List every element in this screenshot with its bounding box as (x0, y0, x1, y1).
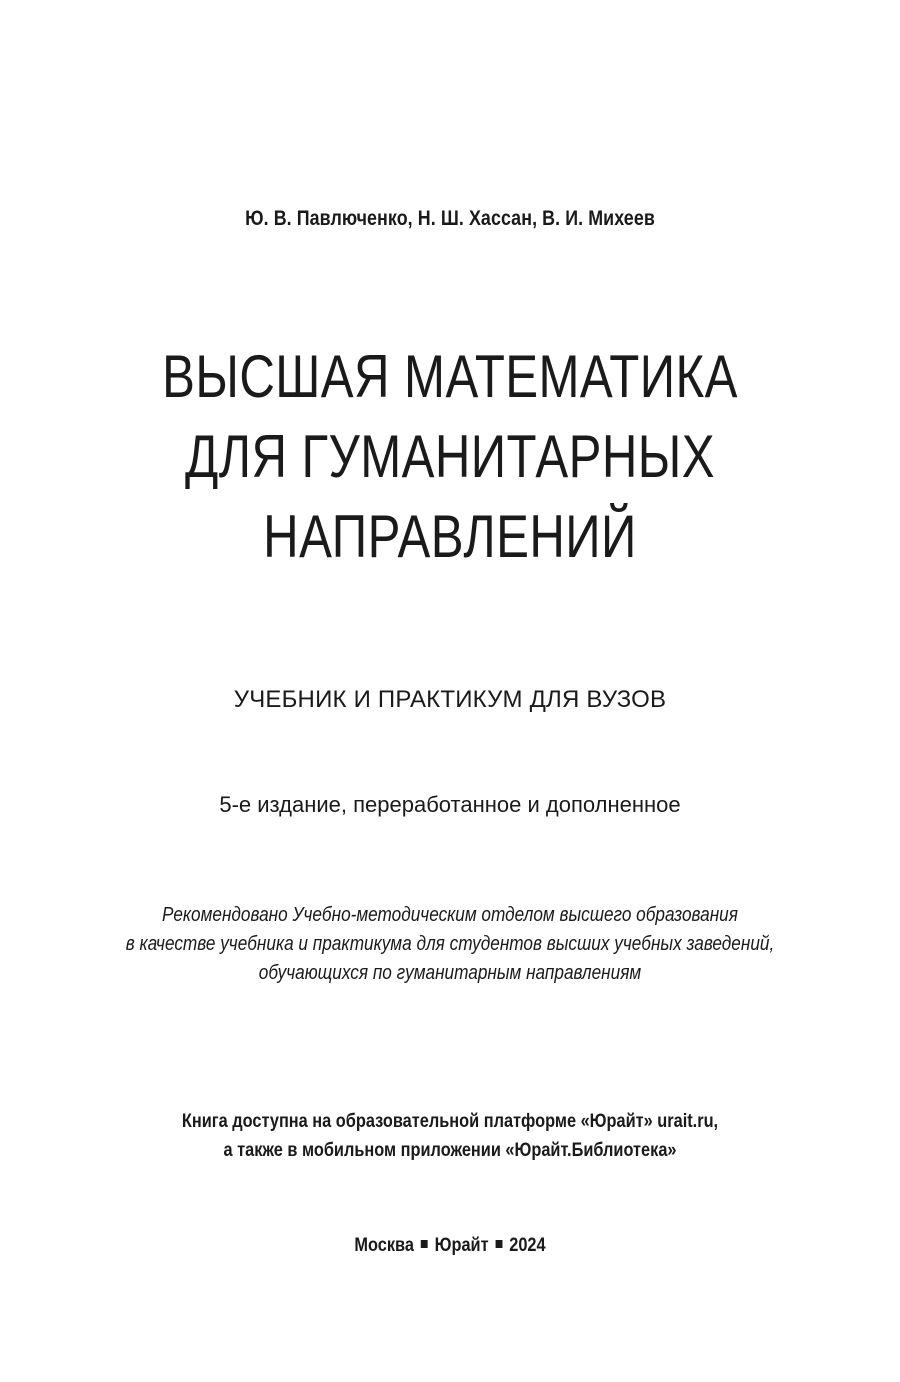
availability-line-1: Книга доступна на образовательной платформе «Юрайт» urait.ru, (181, 1111, 719, 1132)
recommendation-line-1: Рекомендовано Учебно-методическим отделом высшего образования (162, 904, 738, 926)
book-title-line-1: ВЫСШАЯ МАТЕМАТИКА (162, 343, 738, 410)
authors: Ю. В. Павлюченко, Н. Ш. Хассан, В. И. Михеев (245, 207, 655, 230)
square-separator-icon (421, 1240, 428, 1248)
subtitle: УЧЕБНИК И ПРАКТИКУМ ДЛЯ ВУЗОВ (233, 686, 667, 713)
imprint-publisher: Юрайт (434, 1235, 489, 1256)
imprint-city: Москва (354, 1235, 414, 1256)
edition-note: 5-е издание, переработанное и дополненное (219, 792, 681, 817)
square-separator-icon (495, 1240, 502, 1248)
availability-line-2: а также в мобильном приложении «Юрайт.Библиотека» (223, 1140, 677, 1161)
recommendation-line-2: в качестве учебника и практикума для студентов высших учебных заведений, (125, 933, 775, 955)
book-title-line-3: НАПРАВЛЕНИЙ (263, 503, 637, 570)
recommendation-note (0, 901, 900, 988)
imprint (63, 1235, 837, 1257)
recommendation-line-3: обучающихся по гуманитарным направлениям (258, 962, 642, 984)
availability-note (0, 1107, 900, 1165)
imprint-year: 2024 (509, 1235, 546, 1256)
book-title-line-2: ДЛЯ ГУМАНИТАРНЫХ (185, 423, 715, 490)
book-title (0, 337, 900, 577)
